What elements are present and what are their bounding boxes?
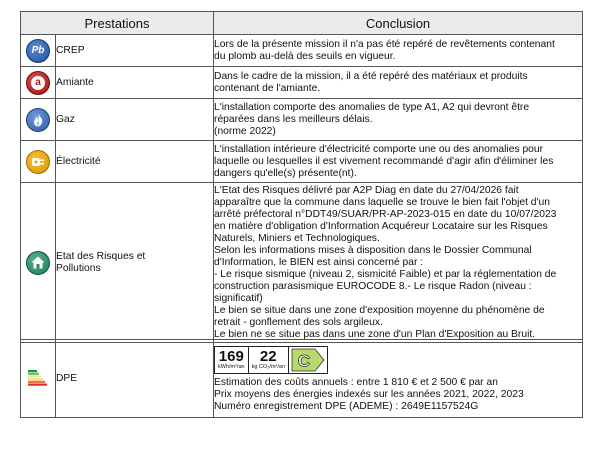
table-row-crep xyxy=(21,35,583,67)
conclusion-line: L'installation intérieure d'électricité comporte une ou des anomalies pour xyxy=(214,143,544,155)
conclusion-line: d'Information, le BIEN est ainsi concerné par : xyxy=(214,256,424,268)
conclusion-line: Dans le cadre de la mission, il a été repéré des matériaux et produits xyxy=(214,70,528,82)
table-row-amiante xyxy=(21,67,583,99)
conclusion-line: Le bien se situe dans une zone d'exposition moyenne du phénomène de xyxy=(214,304,545,316)
table-row-gaz xyxy=(21,99,583,141)
conclusion-line: réparées dans les meilleurs délais. xyxy=(214,113,373,125)
column-header-prestations: Prestations xyxy=(21,12,214,35)
gas-flame-icon xyxy=(26,108,50,132)
energy-class-letter: C xyxy=(297,351,311,371)
row-icon-cell xyxy=(21,99,56,141)
conclusion-line: L'Etat des Risques délivré par A2P Diag en date du 27/04/2026 fait xyxy=(214,184,519,196)
conclusion-line: du plomb au-delà des seuils en vigueur. xyxy=(214,50,396,62)
lead-crep-icon: Pb xyxy=(26,39,50,63)
column-header-conclusion: Conclusion xyxy=(214,12,583,35)
conclusion-line: construction parasismique EUROCODE 8.- Le risque Radon (niveau : xyxy=(214,280,532,292)
table-row-dpe xyxy=(21,340,583,418)
row-conclusion xyxy=(214,35,583,67)
row-label: DPE xyxy=(56,340,214,418)
conclusion-line: contenant de l'amiante. xyxy=(214,82,321,94)
dpe-table xyxy=(20,339,583,418)
row-conclusion xyxy=(214,67,583,99)
dpe-line: Numéro enregistrement DPE (ADEME) : 2649E1157524G xyxy=(214,401,479,412)
row-label: CREP xyxy=(56,35,214,67)
conclusion-line: apparaître que la commune dans laquelle se trouve le bien fait l'objet d'un xyxy=(214,196,550,208)
asbestos-icon-letter: a xyxy=(31,76,45,90)
conclusion-line: significatif) xyxy=(214,292,263,304)
conclusion-line: Lors de la présente mission il n'a pas été repéré de revêtements contenant xyxy=(214,38,555,50)
table-row-risques-pollutions xyxy=(21,183,583,343)
dpe-line: Estimation des coûts annuels : entre 1 810 € et 2 500 € par an xyxy=(214,377,498,388)
energy-class-badge xyxy=(289,347,327,373)
table-header-row xyxy=(21,12,583,35)
summary-table xyxy=(20,11,583,343)
energy-label-icon xyxy=(27,369,49,387)
row-icon-cell xyxy=(21,183,56,343)
conclusion-line: dangers qu'elle(s) présente(nt). xyxy=(214,167,357,179)
dpe-line: Prix moyens des énergies indexés sur les années 2021, 2022, 2023 xyxy=(214,389,524,400)
asbestos-icon xyxy=(26,71,50,95)
electric-plug-icon xyxy=(26,150,50,174)
row-conclusion xyxy=(214,141,583,183)
row-conclusion xyxy=(214,183,583,343)
conclusion-line: retrait - gonflement des sols argileux. xyxy=(214,316,383,328)
conclusion-line: Naturels, Miniers et Technologiques. xyxy=(214,232,380,244)
conclusion-line: L'installation comporte des anomalies de type A1, A2 qui devront être xyxy=(214,101,530,113)
dpe-energy-label xyxy=(214,346,328,374)
conclusion-line: en matière d'obligation d'Information Acquéreur Locataire sur les Risques xyxy=(214,220,548,232)
row-label: Amiante xyxy=(56,67,214,99)
conclusion-line: laquelle ou lesquelles il est vivement recommandé d'agir afin d'éliminer les xyxy=(214,155,554,167)
energy-class-arrow xyxy=(291,348,325,372)
conclusion-line: Selon les informations mises à disposition dans le Dossier Communal xyxy=(214,244,532,256)
row-label: Gaz xyxy=(56,99,214,141)
energy-consumption-box xyxy=(215,347,249,373)
row-icon-cell xyxy=(21,35,56,67)
house-risk-icon xyxy=(26,251,50,275)
ges-unit: kg CO₂/m²/an xyxy=(251,364,285,371)
conclusion-line: arrêté préfectoral n°DDT49/SUAR/PR-AP-2023-015 en date du 10/07/2023 xyxy=(214,208,557,220)
conclusion-line: Le bien ne se situe pas dans une zone d'un Plan d'Exposition au Bruit. xyxy=(214,328,536,340)
row-label xyxy=(56,183,214,343)
ges-value: 22 xyxy=(259,348,277,366)
row-icon-cell xyxy=(21,340,56,418)
conclusion-line: - Le risque sismique (niveau 2, sismicité Faible) et par la réglementation de xyxy=(214,268,557,280)
energy-value: 169 xyxy=(218,348,244,366)
ges-emission-box xyxy=(249,347,289,373)
energy-unit: kWh/m²/an xyxy=(218,364,245,371)
row-icon-cell xyxy=(21,141,56,183)
table-row-electricite xyxy=(21,141,583,183)
row-icon-cell xyxy=(21,67,56,99)
row-conclusion xyxy=(214,340,583,418)
conclusion-line: (norme 2022) xyxy=(214,125,276,137)
row-label-text: Etat des Risques et Pollutions xyxy=(56,250,146,274)
row-label: Électricité xyxy=(56,141,214,183)
row-conclusion xyxy=(214,99,583,141)
